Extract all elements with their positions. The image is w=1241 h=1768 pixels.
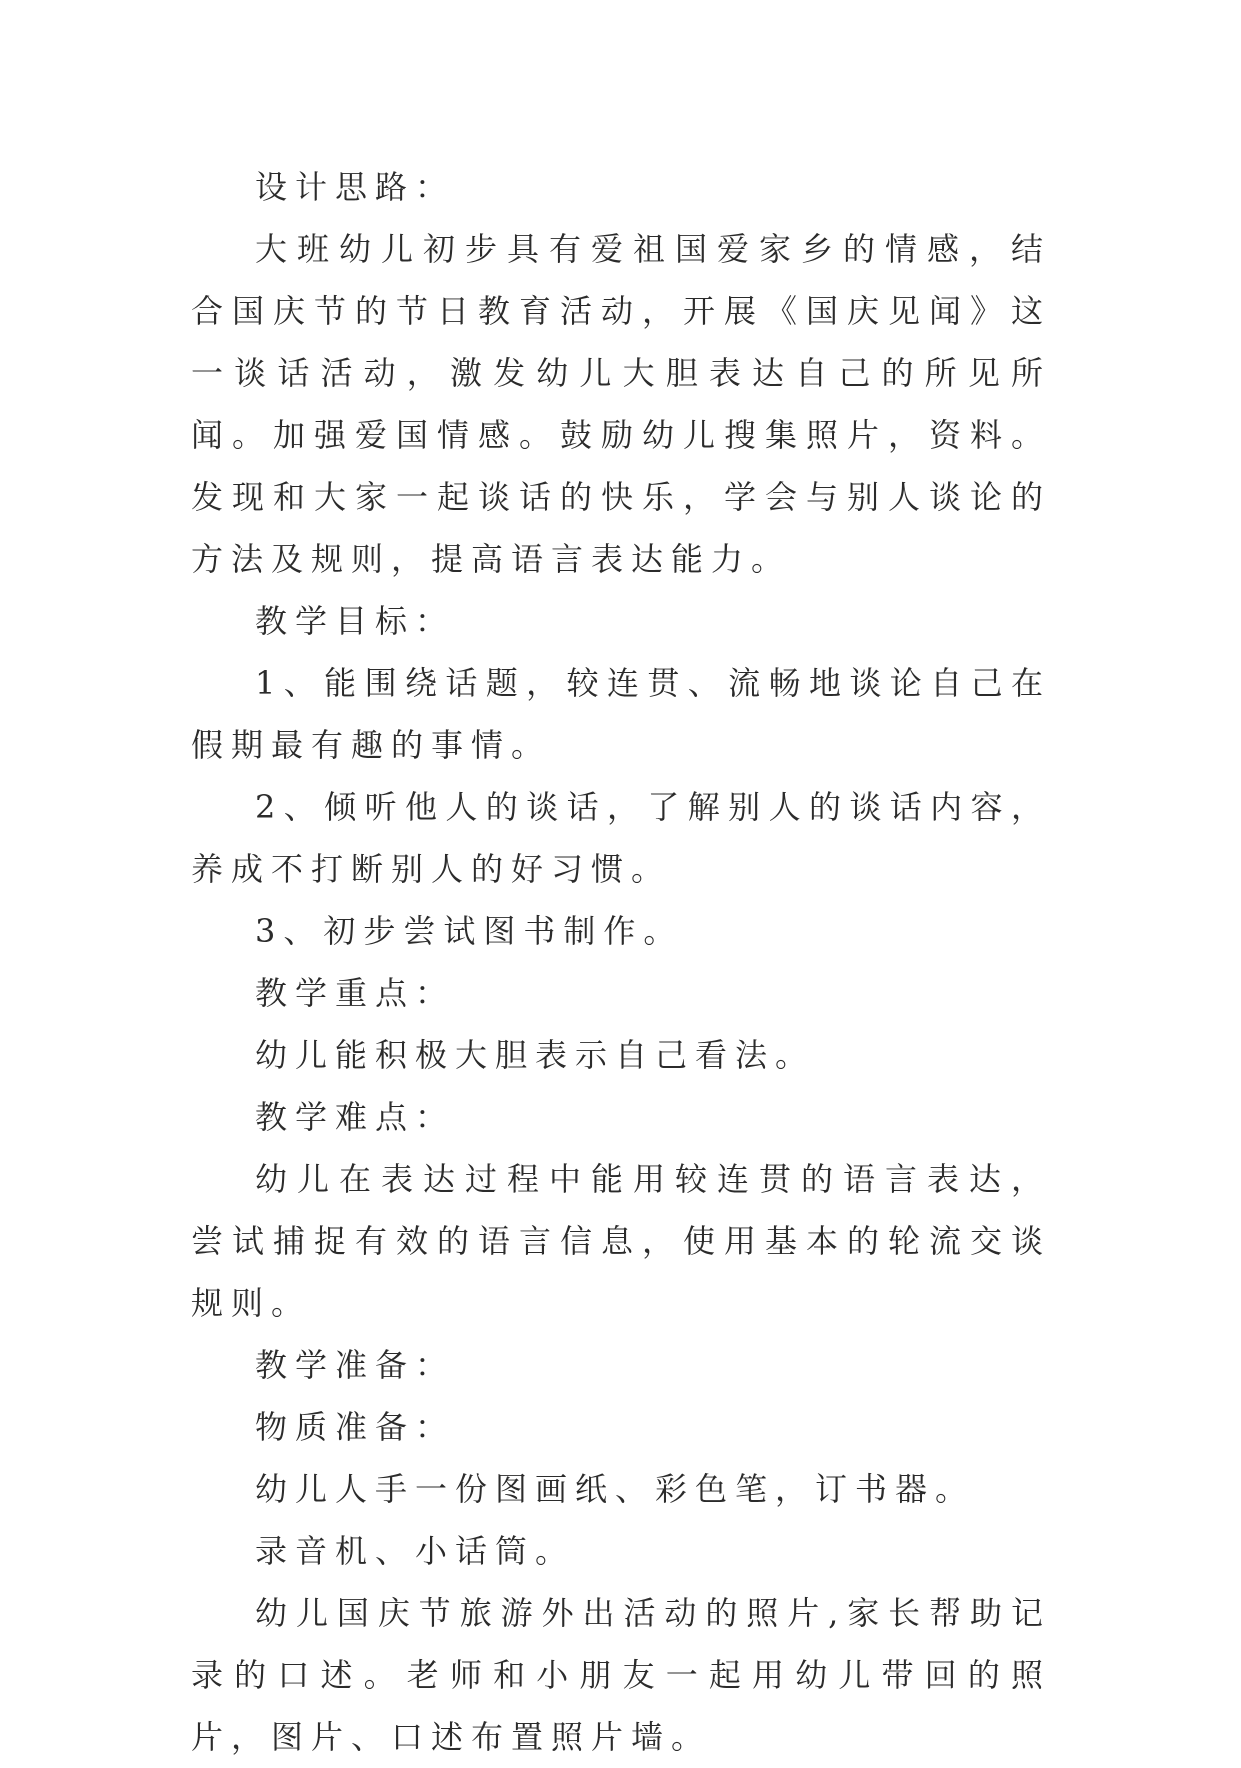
heading-teaching-goals: 教学目标： [255,602,456,640]
goal-item-1: 1、能围绕话题，较连贯、流畅地谈论自己在假期最有趣的事情。 [191,664,1051,764]
heading-teaching-focus: 教学重点： [255,974,456,1012]
design-idea-paragraph: 大班幼儿初步具有爱祖国爱家乡的情感，结合国庆节的节日教育活动，开展《国庆见闻》这一谈话活动，激发幼儿大胆表达自己的所见所闻。加强爱国情感。鼓励幼儿搜集照片，资料。发现和大家一起谈话的快乐，学会与别人谈论的方法及规则，提高语言表达能力。 [191,230,1051,578]
document-body [191,156,1051,1768]
goal-item-3: 3、初步尝试图书制作。 [255,912,684,950]
heading-material-preparation: 物质准备： [255,1408,456,1446]
material-item-1: 幼儿人手一份图画纸、彩色笔，订书器。 [255,1470,976,1508]
heading-design-idea: 设计思路： [255,168,456,206]
teaching-focus-text: 幼儿能积极大胆表示自己看法。 [255,1036,816,1074]
teaching-difficulty-text: 幼儿在表达过程中能用较连贯的语言表达，尝试捕捉有效的语言信息，使用基本的轮流交谈规则。 [191,1160,1051,1322]
heading-teaching-difficulty: 教学难点： [255,1098,456,1136]
material-item-3: 幼儿国庆节旅游外出活动的照片,家长帮助记录的口述。老师和小朋友一起用幼儿带回的照片，图片、口述布置照片墙。 [191,1594,1051,1756]
heading-teaching-preparation: 教学准备： [255,1346,456,1384]
goal-item-2: 2、倾听他人的谈话，了解别人的谈话内容，养成不打断别人的好习惯。 [191,788,1051,888]
material-item-2: 录音机、小话筒。 [255,1532,576,1570]
